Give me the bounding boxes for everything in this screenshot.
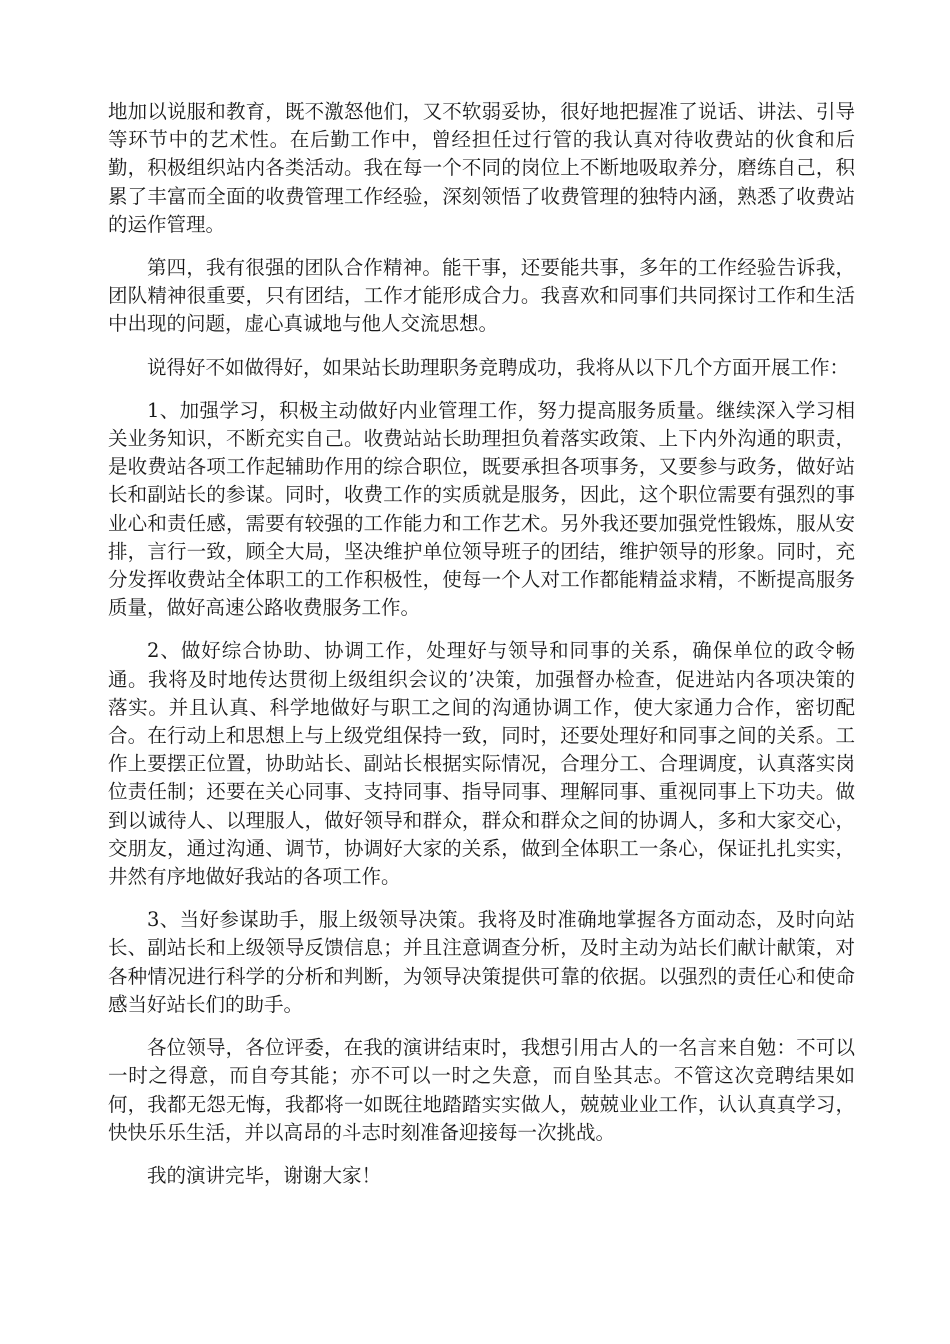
- paragraph-4: 1、加强学习，积极主动做好内业管理工作，努力提高服务质量。继续深入学习相关业务知识，不断充实自己。收费站站长助理担负着落实政策、上下内外沟通的职责，是收费站各项工作起辅助作用的综合职位，既要承担各项事务，又要参与政务，做好站长和副站长的参谋。同时，收费工作的实质就是服务，因此，这个职位需要有强烈的事业心和责任感，需要有较强的工作能力和工作艺术。另外我还要加强党性锻炼，服从安排，言行一致，顾全大局，坚决维护单位领导班子的团结，维护领导的形象。同时，充分发挥收费站全体职工的工作积极性，使每一个人对工作都能精益求精，不断提高服务质量，做好高速公路收费服务工作。: [108, 398, 855, 620]
- paragraph-2: 第四，我有很强的团队合作精神。能干事，还要能共事，多年的工作经验告诉我，团队精神很重要，只有团结，工作才能形成合力。我喜欢和同事们共同探讨工作和生活中出现的问题，虚心真诚地与他人交流思想。: [108, 256, 855, 336]
- document-page: [108, 98, 855, 1205]
- paragraph-3: 说得好不如做得好，如果站长助理职务竞聘成功，我将从以下几个方面开展工作：: [147, 355, 850, 379]
- paragraph-6: 3、当好参谋助手，服上级领导决策。我将及时准确地掌握各方面动态，及时向站长、副站长和上级领导反馈信息；并且注意调查分析，及时主动为站长们献计献策，对各种情况进行科学的分析和判断，为领导决策提供可靠的依据。以强烈的责任心和使命感当好站长们的助手。: [108, 908, 855, 1016]
- paragraph-1: 地加以说服和教育，既不激怒他们，又不软弱妥协，很好地把握准了说话、讲法、引导等环节中的艺术性。在后勤工作中，曾经担任过行管的我认真对待收费站的伙食和后勤，积极组织站内各类活动。我在每一个不同的岗位上不断地吸取养分，磨练自己，积累了丰富而全面的收费管理工作经验，深刻领悟了收费管理的独特内涵，熟悉了收费站的运作管理。: [108, 100, 855, 236]
- paragraph-8: 我的演讲完毕，谢谢大家！: [147, 1163, 382, 1187]
- paragraph-5: 2、做好综合协助、协调工作，处理好与领导和同事的关系，确保单位的政令畅通。我将及时地传达贯彻上级组织会议的’决策，加强督办检查，促进站内各项决策的落实。并且认真、科学地做好与职工之间的沟通协调工作，使大家通力合作，密切配合。在行动上和思想上与上级党组保持一致，同时，还要处理好和同事之间的关系。工作上要摆正位置，协助站长、副站长根据实际情况，合理分工、合理调度，认真落实岗位责任制；还要在关心同事、支持同事、指导同事、理解同事、重视同事上下功夫。做到以诚待人、以理服人，做好领导和群众，群众和群众之间的协调人，多和大家交心，交朋友，通过沟通、调节，协调好大家的关系，做到全体职工一条心，保证扎扎实实，井然有序地做好我站的各项工作。: [108, 639, 855, 889]
- paragraph-7: 各位领导，各位评委，在我的演讲结束时，我想引用古人的一名言来自勉：不可以一时之得意，而自夸其能；亦不可以一时之失意，而自坠其志。不管这次竞聘结果如何，我都无怨无悔，我都将一如既往地踏踏实实做人，兢兢业业工作，认认真真学习，快快乐乐生活，并以高昂的斗志时刻准备迎接每一次挑战。: [108, 1036, 855, 1144]
